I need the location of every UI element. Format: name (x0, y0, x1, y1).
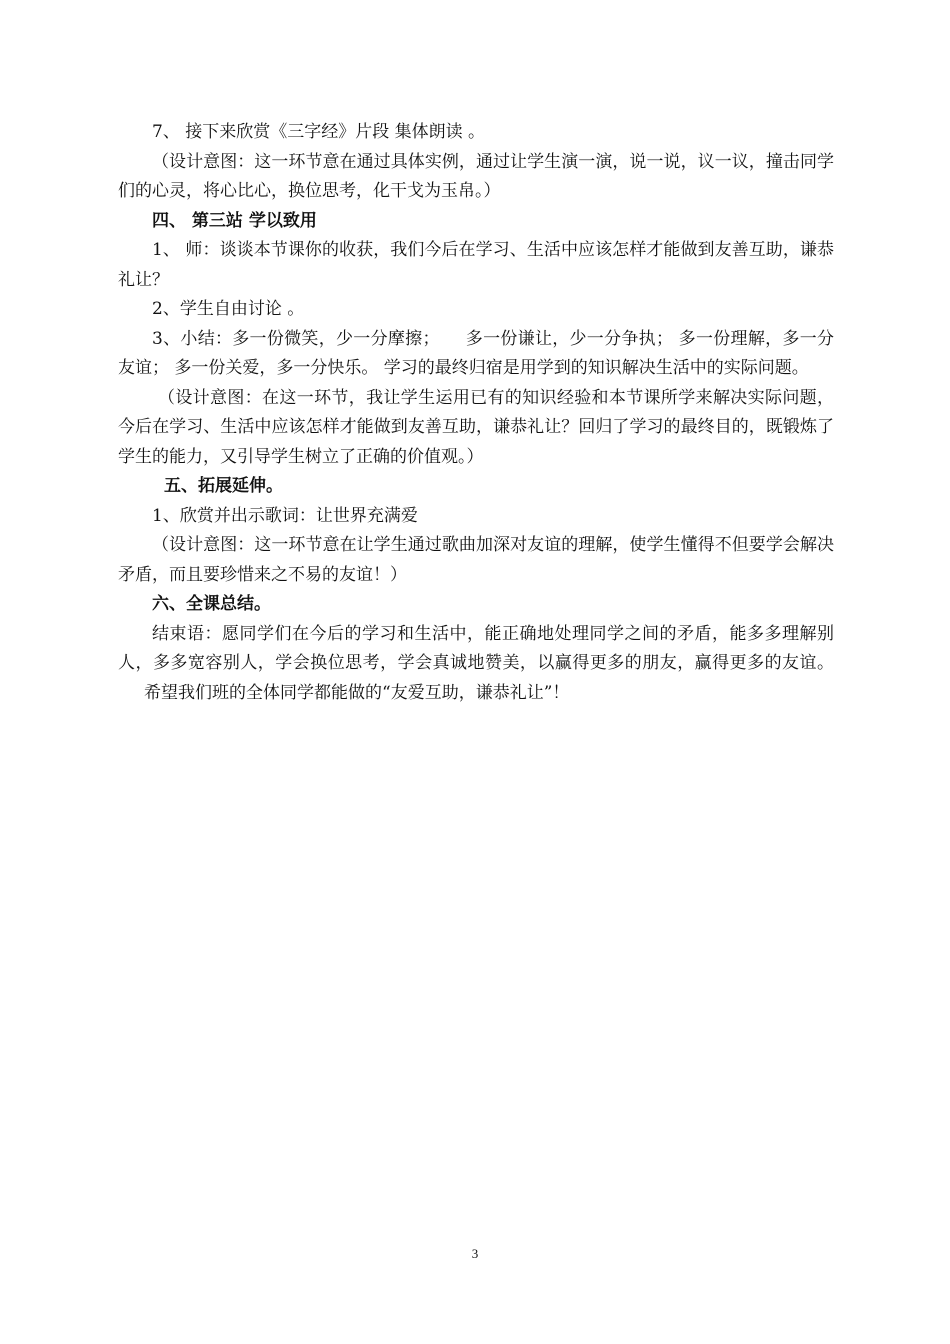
section-heading-5: 五、拓展延伸。 (164, 476, 283, 496)
design-intent-paragraph-2: （设计意图：在这一环节，我让学生运用已有的知识经验和本节课所学来解决实际问题，今后在学习、生活中应该怎样才能做到友善互助，谦恭礼让？回归了学习的最终目的，既锻炼了学生的能力，又引导学生树立了正确的价值观。） (118, 387, 834, 467)
section-heading-4: 四、 第三站 学以致用 (152, 210, 317, 231)
page-number: 3 (471, 1246, 479, 1261)
paragraph-closing (118, 620, 834, 709)
design-intent-paragraph-3: （设计意图：这一环节意在让学生通过歌曲加深对友谊的理解，使学生懂得不但要学会解决矛盾，而且要珍惜来之不易的友谊！） (118, 535, 834, 585)
paragraph-summary (118, 325, 834, 384)
summary-part-2: 多一份谦让，少一分争执； 多一份理解，多一分友谊； 多一份关爱，多一分快乐。 学习的最终归宿是用学到的知识解决生活中的实际问题。 (118, 328, 834, 378)
document-body (118, 118, 834, 708)
closing-part-1: 结束语：愿同学们在今后的学习和生活中，能正确地处理同学之间的矛盾，能多多理解别人，多多宽容别人，学会换位思考，学会真诚地赞美，以赢得更多的朋友，赢得更多的友谊。 (118, 623, 834, 673)
closing-part-2: 希望我们班的全体同学都能做的“友爱互助，谦恭礼让”！ (144, 682, 570, 703)
paragraph-song: 1、欣赏并出示歌词：让世界充满爱 (152, 505, 418, 526)
paragraph-teacher-question: 1、 师：谈谈本节课你的收获，我们今后在学习、生活中应该怎样才能做到友善互助，谦恭礼让？ (118, 240, 834, 290)
paragraph-student-discussion: 2、学生自由讨论 。 (152, 299, 305, 319)
section-heading-6: 六、全课总结。 (152, 594, 271, 614)
paragraph-item-7: 7、 接下来欣赏《三字经》片段 集体朗读 。 (152, 122, 486, 142)
summary-part-1: 3、小结：多一份微笑，少一分摩擦； (152, 328, 440, 349)
design-intent-paragraph: （设计意图：这一环节意在通过具体实例，通过让学生演一演，说一说，议一议，撞击同学们的心灵，将心比心，换位思考，化干戈为玉帛。） (118, 151, 834, 201)
